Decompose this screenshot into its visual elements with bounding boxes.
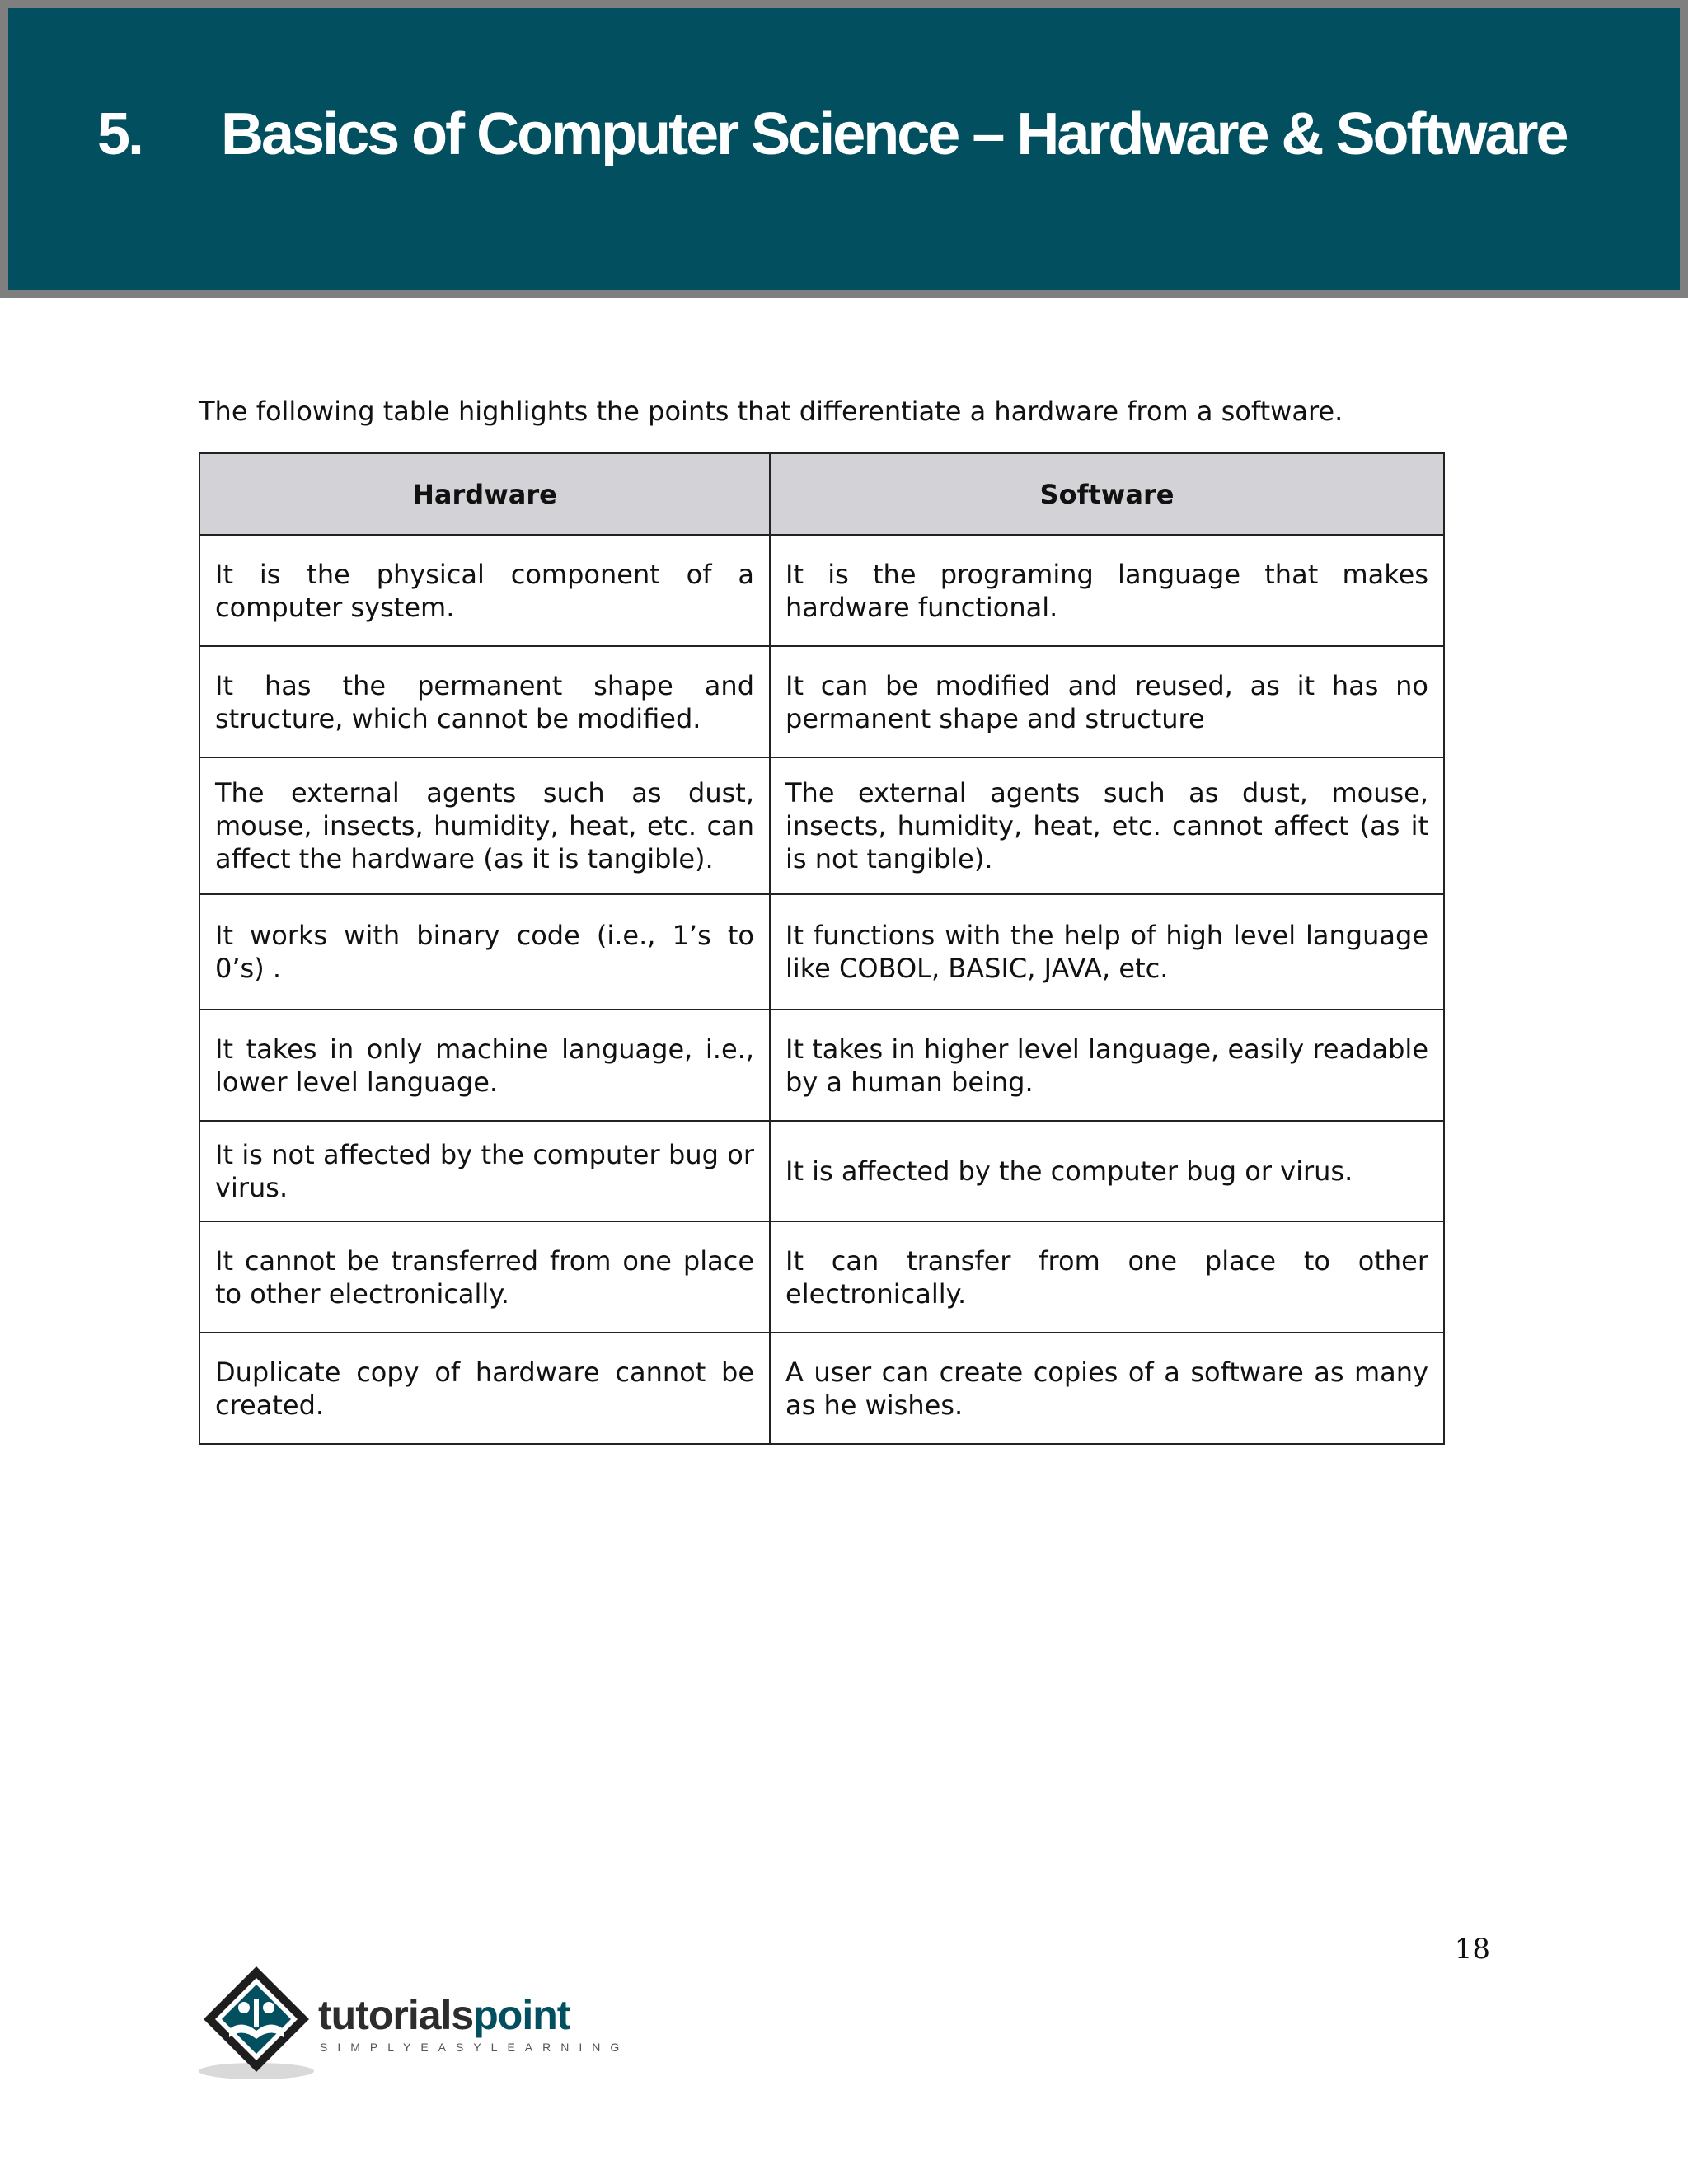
logo-word-point: point xyxy=(473,1992,570,2038)
software-cell: It is the programing language that makes hardware functional. xyxy=(770,535,1444,646)
column-header-software: Software xyxy=(770,453,1444,535)
hardware-cell: It is the physical component of a computer system. xyxy=(199,535,770,646)
logo-tagline: SIMPLYEASYLEARNING xyxy=(320,2041,630,2054)
table-row xyxy=(199,646,1444,757)
hardware-cell: It is not affected by the computer bug or virus. xyxy=(199,1121,770,1221)
software-cell: It is affected by the computer bug or virus. xyxy=(770,1121,1444,1221)
software-cell: It functions with the help of high level language like COBOL, BASIC, JAVA, etc. xyxy=(770,894,1444,1010)
table-row xyxy=(199,1121,1444,1221)
software-cell: It can be modified and reused, as it has no permanent shape and structure xyxy=(770,646,1444,757)
comparison-table xyxy=(199,452,1445,1445)
table-row xyxy=(199,1333,1444,1444)
chapter-banner xyxy=(0,0,1688,298)
page-number: 18 xyxy=(1454,1933,1490,1966)
table-row xyxy=(199,1010,1444,1121)
chapter-number: 5. xyxy=(97,101,143,167)
table-row xyxy=(199,757,1444,894)
software-cell: It takes in higher level language, easily readable by a human being. xyxy=(770,1010,1444,1121)
intro-paragraph: The following table highlights the points that differentiate a hardware from a software. xyxy=(199,396,1343,427)
software-cell: A user can create copies of a software as many as he wishes. xyxy=(770,1333,1444,1444)
hardware-cell: The external agents such as dust, mouse, insects, humidity, heat, etc. can affect the hardware (as it is tangible). xyxy=(199,757,770,894)
column-header-hardware: Hardware xyxy=(199,453,770,535)
tutorialspoint-diamond-book-icon xyxy=(195,1961,318,2085)
logo-wordmark xyxy=(318,1991,570,2039)
table-header-row xyxy=(199,453,1444,535)
hardware-cell: It has the permanent shape and structure, which cannot be modified. xyxy=(199,646,770,757)
table-row xyxy=(199,1221,1444,1333)
hardware-cell: Duplicate copy of hardware cannot be created. xyxy=(199,1333,770,1444)
software-cell: The external agents such as dust, mouse, insects, humidity, heat, etc. cannot affect (as it is not tangible). xyxy=(770,757,1444,894)
hardware-cell: It works with binary code (i.e., 1’s to 0’s) . xyxy=(199,894,770,1010)
logo-word-tutorials: tutorials xyxy=(318,1992,474,2038)
table-row xyxy=(199,894,1444,1010)
chapter-heading xyxy=(97,101,1567,168)
hardware-cell: It cannot be transferred from one place to other electronically. xyxy=(199,1221,770,1333)
hardware-cell: It takes in only machine language, i.e., lower level language. xyxy=(199,1010,770,1121)
table-row xyxy=(199,535,1444,646)
software-cell: It can transfer from one place to other electronically. xyxy=(770,1221,1444,1333)
tutorialspoint-logo xyxy=(195,1961,630,2085)
chapter-title: Basics of Computer Science – Hardware & Software xyxy=(221,101,1567,167)
